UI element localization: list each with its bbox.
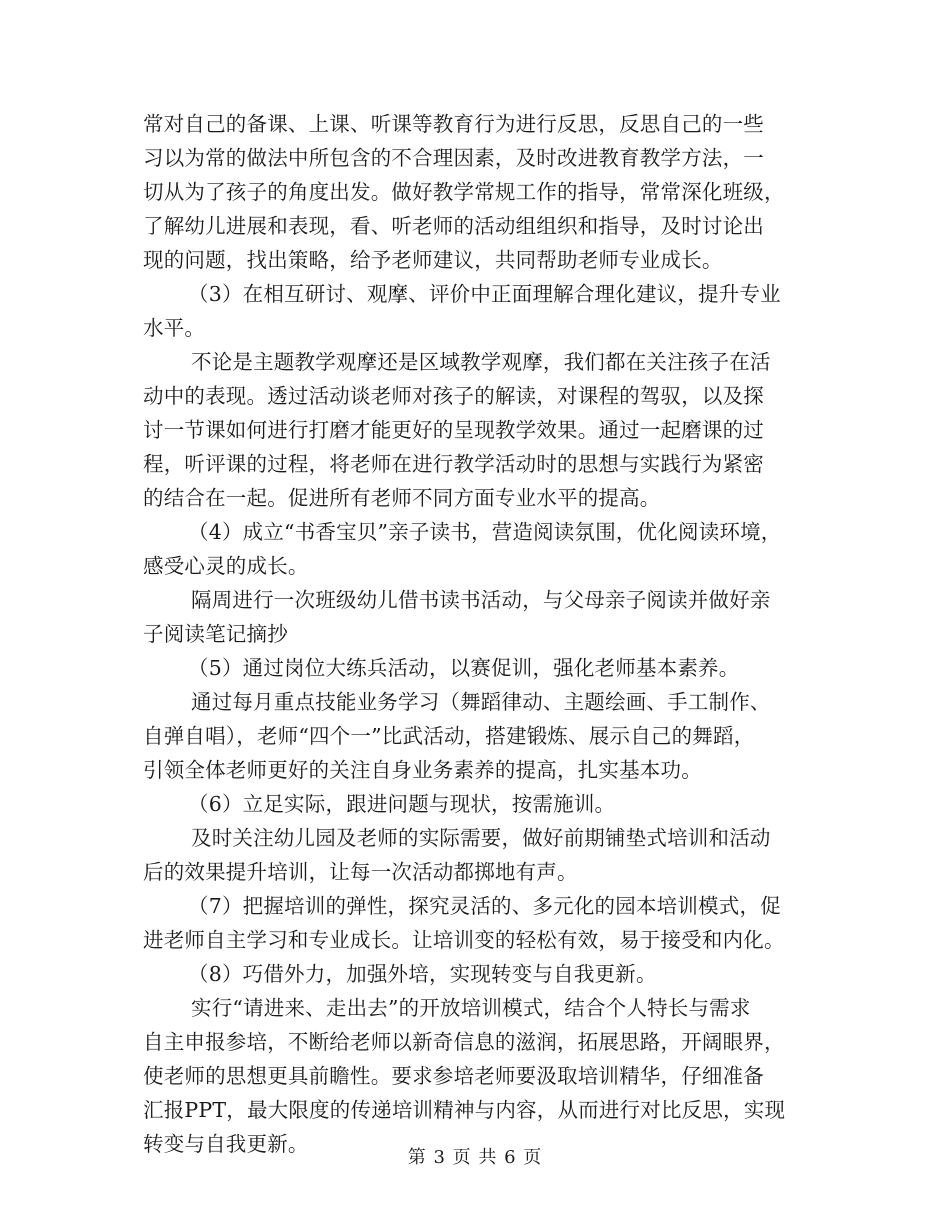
section-heading: （5）通过岗位大练兵活动，以赛促训，强化老师基本素养。 [188, 656, 740, 680]
paragraph-start: 不论是主题教学观摩还是区域教学观摩，我们都在关注孩子在活 [191, 350, 771, 374]
text-line: 转变与自我更新。 [143, 1132, 309, 1156]
text-line: 的结合在一起。促进所有老师不同方面专业水平的提高。 [143, 486, 661, 510]
section-heading: （3）在相互研讨、观摩、评价中正面理解合理化建议，提升专业 [188, 282, 781, 306]
text-line: 讨一节课如何进行打磨才能更好的呈现教学效果。通过一起磨课的过 [143, 418, 764, 442]
paragraph-start: 通过每月重点技能业务学习（舞蹈律动、主题绘画、手工制作、 [191, 690, 771, 714]
text-line: 切从为了孩子的角度出发。做好教学常规工作的指导，常常深化班级， [143, 180, 785, 204]
section-heading: （8）巧借外力，加强外培，实现转变与自我更新。 [188, 962, 657, 986]
text-line: 引领全体老师更好的关注自身业务素养的提高，扎实基本功。 [143, 758, 702, 782]
text-line: 动中的表现。透过活动谈老师对孩子的解读，对课程的驾驭，以及探 [143, 384, 764, 408]
text-line: 常对自己的备课、上课、听课等教育行为进行反思，反思自己的一些 [143, 112, 764, 136]
text-line: 现的问题，找出策略，给予老师建议，共同帮助老师专业成长。 [143, 248, 723, 272]
paragraph-start: 隔周进行一次班级幼儿借书读书活动，与父母亲子阅读并做好亲 [191, 588, 771, 612]
text-line: 自弹自唱），老师“四个一”比武活动，搭建锻炼、展示自己的舞蹈， [143, 724, 755, 748]
text-line: 后的效果提升培训，让每一次活动都掷地有声。 [143, 860, 578, 884]
text-line: 了解幼儿进展和表现，看、听老师的活动组组织和指导，及时讨论出 [143, 214, 764, 238]
text-line: 程，听评课的过程，将老师在进行教学活动时的思想与实践行为紧密 [143, 452, 764, 476]
section-heading: （4）成立“书香宝贝”亲子读书，营造阅读氛围，优化阅读环境， [188, 520, 782, 544]
text-line: 进老师自主学习和专业成长。让培训变的轻松有效，易于接受和内化。 [143, 928, 785, 952]
text-line: 汇报PPT，最大限度的传递培训精神与内容，从而进行对比反思，实现 [143, 1098, 786, 1122]
paragraph-start: 实行“请进来、走出去”的开放培训模式，结合个人特长与需求 [191, 996, 751, 1020]
text-line: 使老师的思想更具前瞻性。要求参培老师要汲取培训精华，仔细准备 [143, 1064, 764, 1088]
document-body [143, 107, 833, 1161]
text-line: 习以为常的做法中所包含的不合理因素，及时改进教育教学方法，一 [143, 146, 764, 170]
text-line: 自主申报参培，不断给老师以新奇信息的滋润，拓展思路，开阔眼界， [143, 1030, 785, 1054]
text-line: 子阅读笔记摘抄 [143, 622, 288, 646]
section-heading: （7）把握培训的弹性，探究灵活的、多元化的园本培训模式，促 [188, 894, 781, 918]
paragraph-start: 及时关注幼儿园及老师的实际需要，做好前期铺垫式培训和活动 [191, 826, 771, 850]
page-number-footer: 第 3 页 共 6 页 [407, 1147, 543, 1168]
text-line: 感受心灵的成长。 [143, 554, 309, 578]
section-heading: （6）立足实际，跟进问题与现状，按需施训。 [188, 792, 616, 816]
text-line: 水平。 [143, 316, 206, 340]
